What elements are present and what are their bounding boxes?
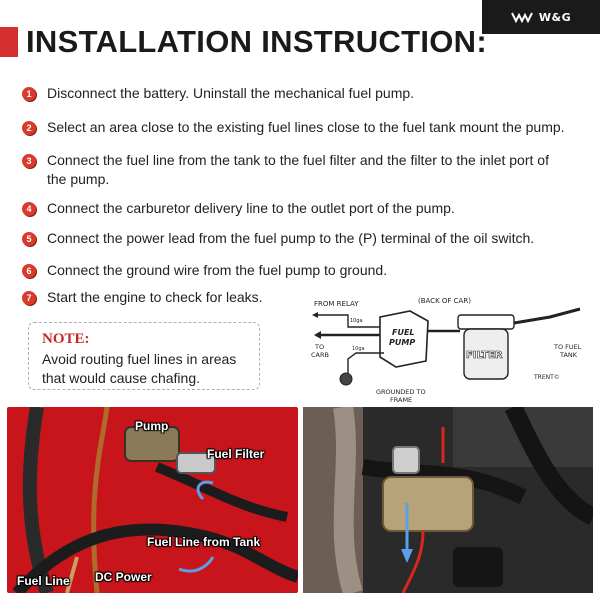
step-7: [22, 288, 263, 307]
step-5: [22, 229, 534, 248]
label-to-fuel-tank-2: TANK: [560, 351, 578, 359]
step-4: [22, 199, 455, 218]
label-pump: Pump: [135, 419, 169, 433]
step-text: Disconnect the battery. Uninstall the mechanical fuel pump.: [47, 85, 415, 101]
ground-terminal-icon: [340, 373, 352, 385]
photo-pump-installed: [7, 407, 298, 593]
photo-left-illustration: [7, 407, 298, 593]
step-number-badge: 1: [22, 87, 36, 101]
label-ground-1: GROUNDED TO: [376, 388, 426, 396]
tank-line: [514, 309, 580, 323]
label-back-of-car: (BACK OF CAR): [418, 297, 471, 305]
note-box: [28, 322, 260, 390]
label-trent: TRENT©: [534, 374, 560, 381]
relay-arrow-icon: [312, 312, 318, 318]
step-text: Connect the power lead from the fuel pump to the (P) terminal of the oil switch.: [47, 230, 535, 246]
step-text: Connect the ground wire from the fuel pump to ground.: [47, 262, 388, 278]
step-6: [22, 261, 387, 280]
wiring-diagram: [300, 295, 592, 407]
label-filter: FILTER: [466, 350, 503, 361]
label-fuel-line-from-tank: Fuel Line from Tank: [147, 535, 261, 549]
label-from-relay: FROM RELAY: [314, 300, 359, 308]
wave-chevron-icon: [511, 11, 533, 23]
step-number-badge: 5: [22, 232, 36, 246]
step-3: [22, 151, 572, 189]
label-to-carb-2: CARB: [311, 351, 329, 359]
photo-right-illustration: [303, 407, 593, 593]
label-dc-power: DC Power: [95, 570, 152, 584]
label-to-carb-1: TO: [315, 343, 325, 351]
label-gauge-bottom: 10ga: [352, 346, 365, 352]
step-text: Connect the fuel line from the tank to the fuel filter and the filter to the inlet port of the pump.: [47, 152, 549, 187]
label-gauge-top: 10ga: [350, 318, 363, 324]
step-number-badge: 4: [22, 202, 36, 216]
title-row: [0, 24, 487, 60]
relay-wire: [316, 315, 380, 327]
label-pump-1: FUEL: [392, 328, 415, 337]
page-title: INSTALLATION INSTRUCTION:: [26, 24, 487, 59]
note-title: NOTE:: [42, 331, 90, 347]
note-text: Avoid routing fuel lines in areas that would cause chafing.: [42, 351, 237, 386]
step-text: Start the engine to check for leaks.: [47, 289, 263, 305]
label-to-fuel-tank-1: TO FUEL: [554, 343, 582, 351]
brand-badge: [482, 0, 600, 34]
label-fuel-filter: Fuel Filter: [207, 447, 265, 461]
filter-cap: [458, 315, 514, 329]
step-text: Connect the carburetor delivery line to the outlet port of the pump.: [47, 200, 455, 216]
brand-name: W&G: [538, 10, 572, 24]
title-accent-bar: [0, 27, 18, 57]
label-pump-2: PUMP: [389, 338, 416, 347]
step-number-badge: 7: [22, 291, 36, 305]
step-2: [22, 118, 565, 137]
label-ground-2: FRAME: [390, 396, 413, 404]
photo-pump-closeup: [303, 407, 593, 593]
ground-wire: [348, 353, 384, 373]
step-number-badge: 2: [22, 121, 36, 135]
step-1: [22, 84, 414, 103]
carb-arrow-icon: [314, 331, 321, 339]
step-number-badge: 3: [22, 154, 36, 168]
step-number-badge: 6: [22, 264, 36, 278]
label-fuel-line: Fuel Line: [17, 574, 70, 588]
step-text: Select an area close to the existing fuel lines close to the fuel tank mount the pump.: [47, 119, 565, 135]
